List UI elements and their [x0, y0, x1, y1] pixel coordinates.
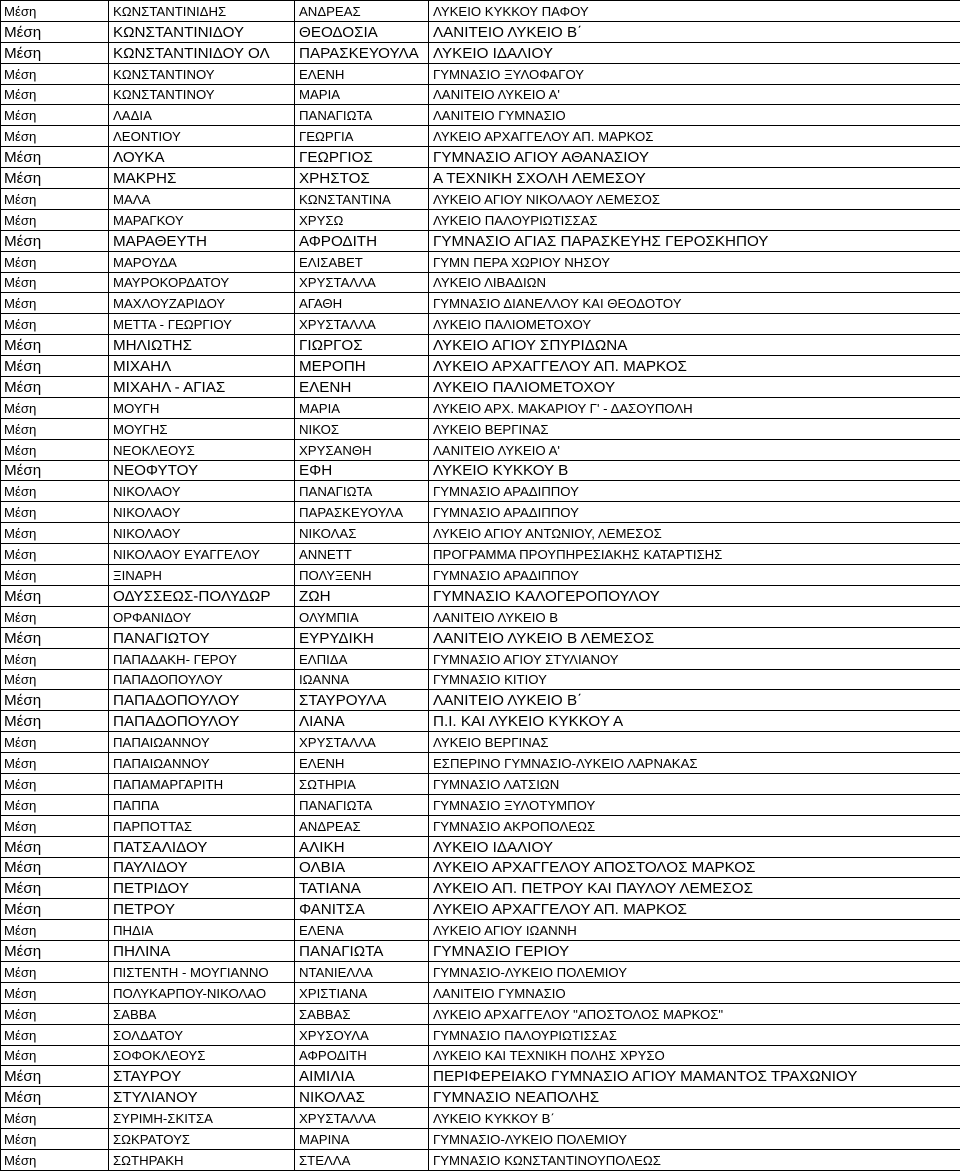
level-cell: Μέση	[1, 1066, 109, 1087]
first-name-cell: ΕΛΕΝΗ	[295, 753, 429, 774]
first-name-cell: ΣΤΕΛΛΑ	[295, 1149, 429, 1170]
school-cell: ΛΥΚΕΙΟ ΑΓΙΟΥ ΣΠΥΡΙΔΩΝΑ	[429, 335, 960, 356]
level-cell: Μέση	[1, 147, 109, 168]
level-cell: Μέση	[1, 209, 109, 230]
surname-cell: ΠΑΠΑΜΑΡΓΑΡΙΤΗ	[109, 773, 295, 794]
school-cell: ΓΥΜΝΑΣΙΟ ΚΑΛΟΓΕΡΟΠΟΥΛΟΥ	[429, 585, 960, 606]
first-name-cell: ΓΕΩΡΓΙΑ	[295, 126, 429, 147]
school-cell: ΛΥΚΕΙΟ ΑΠ. ΠΕΤΡΟΥ ΚΑΙ ΠΑΥΛΟΥ ΛΕΜΕΣΟΣ	[429, 878, 960, 899]
surname-cell: ΣΤΥΛΙΑΝΟΥ	[109, 1087, 295, 1108]
school-cell: ΠΡΟΓΡΑΜΜΑ ΠΡΟΥΠΗΡΕΣΙΑΚΗΣ ΚΑΤΑΡΤΙΣΗΣ	[429, 544, 960, 565]
level-cell: Μέση	[1, 982, 109, 1003]
table-row	[1, 711, 960, 732]
level-cell: Μέση	[1, 1108, 109, 1129]
table-row	[1, 961, 960, 982]
level-cell: Μέση	[1, 753, 109, 774]
level-cell: Μέση	[1, 105, 109, 126]
first-name-cell: ΝΤΑΝΙΕΛΛΑ	[295, 961, 429, 982]
table-row	[1, 168, 960, 189]
level-cell: Μέση	[1, 1149, 109, 1170]
level-cell: Μέση	[1, 230, 109, 251]
table-row	[1, 397, 960, 418]
table-row	[1, 293, 960, 314]
table-row	[1, 21, 960, 42]
table-row	[1, 502, 960, 523]
first-name-cell: ΧΡΥΣΤΑΛΛΑ	[295, 272, 429, 293]
school-cell: ΛΥΚΕΙΟ ΚΥΚΚΟΥ Β΄	[429, 1108, 960, 1129]
level-cell: Μέση	[1, 961, 109, 982]
level-cell: Μέση	[1, 1087, 109, 1108]
school-cell: ΓΥΜΝΑΣΙΟ ΑΓΙΟΥ ΑΘΑΝΑΣΙΟΥ	[429, 147, 960, 168]
table-row	[1, 773, 960, 794]
table-row	[1, 126, 960, 147]
first-name-cell: ΕΛΕΝΗ	[295, 377, 429, 398]
surname-cell: ΠΗΔΙΑ	[109, 920, 295, 941]
school-cell: ΛΑΝΙΤΕΙΟ ΛΥΚΕΙΟ Α'	[429, 84, 960, 105]
table-row	[1, 1003, 960, 1024]
level-cell: Μέση	[1, 794, 109, 815]
school-cell: ΛΥΚΕΙΟ ΑΓΙΟΥ ΝΙΚΟΛΑΟΥ ΛΕΜΕΣΟΣ	[429, 189, 960, 210]
level-cell: Μέση	[1, 84, 109, 105]
surname-cell: ΜΑΧΛΟΥΖΑΡΙΔΟΥ	[109, 293, 295, 314]
school-cell: ΛΥΚΕΙΟ ΙΔΑΛΙΟΥ	[429, 836, 960, 857]
school-cell: ΓΥΜΝΑΣΙΟ ΑΡΑΔΙΠΠΟΥ	[429, 481, 960, 502]
first-name-cell: ΙΩΑΝΝΑ	[295, 669, 429, 690]
table-row	[1, 377, 960, 398]
level-cell: Μέση	[1, 878, 109, 899]
school-cell: ΛΥΚΕΙΟ ΚΥΚΚΟΥ ΠΑΦΟΥ	[429, 1, 960, 22]
school-cell: ΛΥΚΕΙΟ ΚΑΙ ΤΕΧΝΙΚΗ ΠΟΛΗΣ ΧΡΥΣΟ	[429, 1045, 960, 1066]
school-cell: ΛΥΚΕΙΟ ΑΓΙΟΥ ΙΩΑΝΝΗ	[429, 920, 960, 941]
level-cell: Μέση	[1, 377, 109, 398]
level-cell: Μέση	[1, 335, 109, 356]
surname-cell: ΠΙΣΤΕΝΤΗ - ΜΟΥΓΙΑΝΝΟ	[109, 961, 295, 982]
first-name-cell: ΧΡΥΣΑΝΘΗ	[295, 439, 429, 460]
surname-cell: ΠΗΛΙΝΑ	[109, 941, 295, 962]
table-row	[1, 460, 960, 481]
level-cell: Μέση	[1, 1003, 109, 1024]
school-cell: ΓΥΜΝΑΣΙΟ ΑΚΡΟΠΟΛΕΩΣ	[429, 815, 960, 836]
first-name-cell: ΠΑΝΑΓΙΩΤΑ	[295, 794, 429, 815]
table-row	[1, 878, 960, 899]
school-cell: ΛΑΝΙΤΕΙΟ ΛΥΚΕΙΟ Β	[429, 606, 960, 627]
level-cell: Μέση	[1, 63, 109, 84]
surname-cell: ΠΑΤΣΑΛΙΔΟΥ	[109, 836, 295, 857]
school-cell: ΛΥΚΕΙΟ ΑΡΧΑΓΓΕΛΟΥ ΑΠ. ΜΑΡΚΟΣ	[429, 899, 960, 920]
level-cell: Μέση	[1, 669, 109, 690]
first-name-cell: ΕΦΗ	[295, 460, 429, 481]
surname-cell: ΠΑΠΠΑ	[109, 794, 295, 815]
first-name-cell: ΧΡΥΣΤΑΛΛΑ	[295, 732, 429, 753]
surname-cell: ΣΑΒΒΑ	[109, 1003, 295, 1024]
level-cell: Μέση	[1, 293, 109, 314]
surname-cell: ΛΕΟΝΤΙΟΥ	[109, 126, 295, 147]
school-cell: ΓΥΜΝΑΣΙΟ-ΛΥΚΕΙΟ ΠΟΛΕΜΙΟΥ	[429, 961, 960, 982]
level-cell: Μέση	[1, 857, 109, 878]
first-name-cell: ΑΝΔΡΕΑΣ	[295, 1, 429, 22]
table-row	[1, 544, 960, 565]
table-row	[1, 481, 960, 502]
surname-cell: ΚΩΝΣΤΑΝΤΙΝΙΔΗΣ	[109, 1, 295, 22]
school-cell: ΓΥΜΝ ΠΕΡΑ ΧΩΡΙΟΥ ΝΗΣΟΥ	[429, 251, 960, 272]
table-row	[1, 523, 960, 544]
first-name-cell: ΘΕΟΔΟΣΙΑ	[295, 21, 429, 42]
school-cell: ΛΥΚΕΙΟ ΒΕΡΓΙΝΑΣ	[429, 418, 960, 439]
surname-cell: ΠΑΠΑΔΟΠΟΥΛΟΥ	[109, 690, 295, 711]
surname-cell: ΚΩΝΣΤΑΝΤΙΝΟΥ	[109, 84, 295, 105]
first-name-cell: ΠΑΝΑΓΙΩΤΑ	[295, 105, 429, 126]
school-cell: ΛΥΚΕΙΟ ΠΑΛΙΟΜΕΤΟΧΟΥ	[429, 377, 960, 398]
level-cell: Μέση	[1, 523, 109, 544]
table-row	[1, 209, 960, 230]
school-cell: ΓΥΜΝΑΣΙΟ ΑΡΑΔΙΠΠΟΥ	[429, 565, 960, 586]
surname-cell: ΠΑΥΛΙΔΟΥ	[109, 857, 295, 878]
table-row	[1, 314, 960, 335]
school-cell: ΠΕΡΙΦΕΡΕΙΑΚΟ ΓΥΜΝΑΣΙΟ ΑΓΙΟΥ ΜΑΜΑΝΤΟΣ ΤΡΑΧΩΝΙΟΥ	[429, 1066, 960, 1087]
surname-cell: ΚΩΝΣΤΑΝΤΙΝΙΔΟΥ	[109, 21, 295, 42]
first-name-cell: ΠΑΡΑΣΚΕΥΟΥΛΑ	[295, 42, 429, 63]
first-name-cell: ΑΝΔΡΕΑΣ	[295, 815, 429, 836]
surname-cell: ΠΑΝΑΓΙΩΤΟΥ	[109, 627, 295, 648]
table-row	[1, 920, 960, 941]
level-cell: Μέση	[1, 920, 109, 941]
surname-cell: ΝΙΚΟΛΑΟΥ ΕΥΑΓΓΕΛΟΥ	[109, 544, 295, 565]
first-name-cell: ΑΛΙΚΗ	[295, 836, 429, 857]
level-cell: Μέση	[1, 773, 109, 794]
surname-cell: ΠΑΠΑΙΩΑΝΝΟΥ	[109, 732, 295, 753]
surname-cell: ΜΙΧΑΗΛ - ΑΓΙΑΣ	[109, 377, 295, 398]
surname-cell: ΝΕΟΚΛΕΟΥΣ	[109, 439, 295, 460]
level-cell: Μέση	[1, 397, 109, 418]
level-cell: Μέση	[1, 251, 109, 272]
table-row	[1, 272, 960, 293]
school-cell: ΓΥΜΝΑΣΙΟ ΠΑΛΟΥΡΙΩΤΙΣΣΑΣ	[429, 1024, 960, 1045]
surname-cell: ΠΑΠΑΔΑΚΗ- ΓΕΡΟΥ	[109, 648, 295, 669]
school-cell: ΛΥΚΕΙΟ ΑΡΧΑΓΓΕΛΟΥ "ΑΠΟΣΤΟΛΟΣ ΜΑΡΚΟΣ"	[429, 1003, 960, 1024]
first-name-cell: ΓΕΩΡΓΙΟΣ	[295, 147, 429, 168]
level-cell: Μέση	[1, 1129, 109, 1150]
school-cell: ΕΣΠΕΡΙΝΟ ΓΥΜΝΑΣΙΟ-ΛΥΚΕΙΟ ΛΑΡΝΑΚΑΣ	[429, 753, 960, 774]
table-row	[1, 1, 960, 22]
first-name-cell: ΝΙΚΟΛΑΣ	[295, 1087, 429, 1108]
surname-cell: ΣΩΚΡΑΤΟΥΣ	[109, 1129, 295, 1150]
first-name-cell: ΖΩΗ	[295, 585, 429, 606]
surname-cell: ΟΡΦΑΝΙΔΟΥ	[109, 606, 295, 627]
surname-cell: ΝΕΟΦΥΤΟΥ	[109, 460, 295, 481]
surname-cell: ΜΑΡΑΓΚΟΥ	[109, 209, 295, 230]
surname-cell: ΚΩΝΣΤΑΝΤΙΝΟΥ	[109, 63, 295, 84]
table-row	[1, 147, 960, 168]
first-name-cell: ΚΩΝΣΤΑΝΤΙΝΑ	[295, 189, 429, 210]
first-name-cell: ΠΑΝΑΓΙΩΤΑ	[295, 481, 429, 502]
first-name-cell: ΛΙΑΝΑ	[295, 711, 429, 732]
school-cell: ΛΥΚΕΙΟ ΑΡΧΑΓΓΕΛΟΥ ΑΠΟΣΤΟΛΟΣ ΜΑΡΚΟΣ	[429, 857, 960, 878]
first-name-cell: ΠΑΡΑΣΚΕΥΟΥΛΑ	[295, 502, 429, 523]
level-cell: Μέση	[1, 1045, 109, 1066]
first-name-cell: ΣΑΒΒΑΣ	[295, 1003, 429, 1024]
school-cell: ΓΥΜΝΑΣΙΟ ΞΥΛΟΦΑΓΟΥ	[429, 63, 960, 84]
surname-cell: ΣΩΤΗΡΑΚΗ	[109, 1149, 295, 1170]
table-row	[1, 669, 960, 690]
level-cell: Μέση	[1, 314, 109, 335]
surname-cell: ΝΙΚΟΛΑΟΥ	[109, 502, 295, 523]
level-cell: Μέση	[1, 21, 109, 42]
school-cell: ΓΥΜΝΑΣΙΟ ΚΩΝΣΤΑΝΤΙΝΟΥΠΟΛΕΩΣ	[429, 1149, 960, 1170]
surname-cell: ΜΟΥΓΗΣ	[109, 418, 295, 439]
surname-cell: ΠΕΤΡΙΔΟΥ	[109, 878, 295, 899]
surname-cell: ΜΕΤΤΑ - ΓΕΩΡΓΙΟΥ	[109, 314, 295, 335]
school-cell: Α ΤΕΧΝΙΚΗ ΣΧΟΛΗ ΛΕΜΕΣΟΥ	[429, 168, 960, 189]
surname-cell: ΠΑΠΑΔΟΠΟΥΛΟΥ	[109, 669, 295, 690]
first-name-cell: ΧΡΥΣΤΑΛΛΑ	[295, 1108, 429, 1129]
level-cell: Μέση	[1, 460, 109, 481]
surname-cell: ΠΟΛΥΚΑΡΠΟΥ-ΝΙΚΟΛΑΟ	[109, 982, 295, 1003]
surname-cell: ΣΟΛΔΑΤΟΥ	[109, 1024, 295, 1045]
school-cell: ΛΑΝΙΤΕΙΟ ΛΥΚΕΙΟ Β΄	[429, 21, 960, 42]
level-cell: Μέση	[1, 711, 109, 732]
first-name-cell: ΠΑΝΑΓΙΩΤΑ	[295, 941, 429, 962]
school-cell: ΛΥΚΕΙΟ ΑΓΙΟΥ ΑΝΤΩΝΙΟΥ, ΛΕΜΕΣΟΣ	[429, 523, 960, 544]
level-cell: Μέση	[1, 941, 109, 962]
surname-cell: ΣΤΑΥΡΟΥ	[109, 1066, 295, 1087]
school-cell: ΓΥΜΝΑΣΙΟ ΔΙΑΝΕΛΛΟΥ ΚΑΙ ΘΕΟΔΟΤΟΥ	[429, 293, 960, 314]
table-row	[1, 1129, 960, 1150]
table-row	[1, 1087, 960, 1108]
school-cell: ΛΥΚΕΙΟ ΑΡΧΑΓΓΕΛΟΥ ΑΠ. ΜΑΡΚΟΣ	[429, 356, 960, 377]
surname-cell: ΜΑΛΑ	[109, 189, 295, 210]
level-cell: Μέση	[1, 732, 109, 753]
first-name-cell: ΑΦΡΟΔΙΤΗ	[295, 1045, 429, 1066]
school-cell: ΛΑΝΙΤΕΙΟ ΓΥΜΝΑΣΙΟ	[429, 982, 960, 1003]
first-name-cell: ΓΙΩΡΓΟΣ	[295, 335, 429, 356]
table-row	[1, 836, 960, 857]
table-row	[1, 732, 960, 753]
level-cell: Μέση	[1, 836, 109, 857]
table-row	[1, 63, 960, 84]
surname-cell: ΜΗΛΙΩΤΗΣ	[109, 335, 295, 356]
level-cell: Μέση	[1, 606, 109, 627]
table-row	[1, 627, 960, 648]
level-cell: Μέση	[1, 418, 109, 439]
surname-cell: ΜΙΧΑΗΛ	[109, 356, 295, 377]
level-cell: Μέση	[1, 648, 109, 669]
level-cell: Μέση	[1, 272, 109, 293]
table-row	[1, 606, 960, 627]
table-row	[1, 1108, 960, 1129]
level-cell: Μέση	[1, 1024, 109, 1045]
surname-cell: ΣΟΦΟΚΛΕΟΥΣ	[109, 1045, 295, 1066]
school-cell: ΛΥΚΕΙΟ ΛΙΒΑΔΙΩΝ	[429, 272, 960, 293]
level-cell: Μέση	[1, 189, 109, 210]
level-cell: Μέση	[1, 1, 109, 22]
level-cell: Μέση	[1, 42, 109, 63]
table-row	[1, 857, 960, 878]
level-cell: Μέση	[1, 481, 109, 502]
first-name-cell: ΟΛΒΙΑ	[295, 857, 429, 878]
school-cell: ΛΑΝΙΤΕΙΟ ΓΥΜΝΑΣΙΟ	[429, 105, 960, 126]
first-name-cell: ΕΛΕΝΗ	[295, 63, 429, 84]
level-cell: Μέση	[1, 356, 109, 377]
level-cell: Μέση	[1, 544, 109, 565]
table-row	[1, 1024, 960, 1045]
school-cell: ΓΥΜΝΑΣΙΟ ΝΕΑΠΟΛΗΣ	[429, 1087, 960, 1108]
first-name-cell: ΕΥΡΥΔΙΚΗ	[295, 627, 429, 648]
school-cell: ΓΥΜΝΑΣΙΟ-ΛΥΚΕΙΟ ΠΟΛΕΜΙΟΥ	[429, 1129, 960, 1150]
surname-cell: ΚΩΝΣΤΑΝΤΙΝΙΔΟΥ ΟΛ	[109, 42, 295, 63]
first-name-cell: ΕΛΙΣΑΒΕΤ	[295, 251, 429, 272]
first-name-cell: ΣΤΑΥΡΟΥΛΑ	[295, 690, 429, 711]
surname-cell: ΜΑΡΟΥΔΑ	[109, 251, 295, 272]
table-row	[1, 356, 960, 377]
first-name-cell: ΧΡΙΣΤΙΑΝΑ	[295, 982, 429, 1003]
first-name-cell: ΑΦΡΟΔΙΤΗ	[295, 230, 429, 251]
first-name-cell: ΧΡΥΣΩ	[295, 209, 429, 230]
surname-cell: ΛΑΔΙΑ	[109, 105, 295, 126]
school-cell: ΓΥΜΝΑΣΙΟ ΑΡΑΔΙΠΠΟΥ	[429, 502, 960, 523]
school-cell: ΛΥΚΕΙΟ ΑΡΧΑΓΓΕΛΟΥ ΑΠ. ΜΑΡΚΟΣ	[429, 126, 960, 147]
school-cell: ΛΥΚΕΙΟ ΒΕΡΓΙΝΑΣ	[429, 732, 960, 753]
surname-cell: ΝΙΚΟΛΑΟΥ	[109, 481, 295, 502]
table-row	[1, 690, 960, 711]
first-name-cell: ΠΟΛΥΞΕΝΗ	[295, 565, 429, 586]
table-row	[1, 230, 960, 251]
surname-cell: ΠΕΤΡΟΥ	[109, 899, 295, 920]
surname-cell: ΠΑΡΠΟΤΤΑΣ	[109, 815, 295, 836]
table-row	[1, 753, 960, 774]
school-cell: ΛΑΝΙΤΕΙΟ ΛΥΚΕΙΟ Β΄	[429, 690, 960, 711]
school-cell: ΓΥΜΝΑΣΙΟ ΚΙΤΙΟΥ	[429, 669, 960, 690]
school-cell: ΛΥΚΕΙΟ ΚΥΚΚΟΥ Β	[429, 460, 960, 481]
surname-cell: ΜΑΡΑΘΕΥΤΗ	[109, 230, 295, 251]
first-name-cell: ΕΛΕΝΑ	[295, 920, 429, 941]
school-cell: Π.Ι. ΚΑΙ ΛΥΚΕΙΟ ΚΥΚΚΟΥ Α	[429, 711, 960, 732]
school-cell: ΛΥΚΕΙΟ ΠΑΛΟΥΡΙΩΤΙΣΣΑΣ	[429, 209, 960, 230]
table-row	[1, 84, 960, 105]
table-row	[1, 42, 960, 63]
first-name-cell: ΑΝΝΕΤΤ	[295, 544, 429, 565]
surname-cell: ΠΑΠΑΙΩΑΝΝΟΥ	[109, 753, 295, 774]
level-cell: Μέση	[1, 126, 109, 147]
table-row	[1, 1149, 960, 1170]
school-cell: ΛΥΚΕΙΟ ΠΑΛΙΟΜΕΤΟΧΟΥ	[429, 314, 960, 335]
table-row	[1, 794, 960, 815]
first-name-cell: ΝΙΚΟΛΑΣ	[295, 523, 429, 544]
table-row	[1, 815, 960, 836]
level-cell: Μέση	[1, 585, 109, 606]
table-row	[1, 335, 960, 356]
surname-cell: ΝΙΚΟΛΑΟΥ	[109, 523, 295, 544]
level-cell: Μέση	[1, 168, 109, 189]
level-cell: Μέση	[1, 690, 109, 711]
first-name-cell: ΝΙΚΟΣ	[295, 418, 429, 439]
first-name-cell: ΣΩΤΗΡΙΑ	[295, 773, 429, 794]
level-cell: Μέση	[1, 815, 109, 836]
table-row	[1, 251, 960, 272]
table-row	[1, 418, 960, 439]
level-cell: Μέση	[1, 439, 109, 460]
table-row	[1, 189, 960, 210]
level-cell: Μέση	[1, 502, 109, 523]
school-cell: ΓΥΜΝΑΣΙΟ ΑΓΙΑΣ ΠΑΡΑΣΚΕΥΗΣ ΓΕΡΟΣΚΗΠΟΥ	[429, 230, 960, 251]
school-cell: ΓΥΜΝΑΣΙΟ ΓΕΡΙΟΥ	[429, 941, 960, 962]
surname-cell: ΜΑΥΡΟΚΟΡΔΑΤΟΥ	[109, 272, 295, 293]
first-name-cell: ΜΕΡΟΠΗ	[295, 356, 429, 377]
first-name-cell: ΤΑΤΙΑΝΑ	[295, 878, 429, 899]
level-cell: Μέση	[1, 899, 109, 920]
school-cell: ΛΑΝΙΤΕΙΟ ΛΥΚΕΙΟ Α'	[429, 439, 960, 460]
school-cell: ΓΥΜΝΑΣΙΟ ΑΓΙΟΥ ΣΤΥΛΙΑΝΟΥ	[429, 648, 960, 669]
table-row	[1, 439, 960, 460]
first-name-cell: ΑΙΜΙΛΙΑ	[295, 1066, 429, 1087]
level-cell: Μέση	[1, 627, 109, 648]
table-body	[1, 1, 960, 1171]
surname-cell: ΜΑΚΡΗΣ	[109, 168, 295, 189]
first-name-cell: ΟΛΥΜΠΙΑ	[295, 606, 429, 627]
table-row	[1, 982, 960, 1003]
surname-cell: ΟΔΥΣΣΕΩΣ-ΠΟΛΥΔΩΡ	[109, 585, 295, 606]
first-name-cell: ΦΑΝΙΤΣΑ	[295, 899, 429, 920]
first-name-cell: ΕΛΠΙΔΑ	[295, 648, 429, 669]
level-cell: Μέση	[1, 565, 109, 586]
table-row	[1, 1045, 960, 1066]
surname-cell: ΛΟΥΚΑ	[109, 147, 295, 168]
surname-cell: ΜΟΥΓΗ	[109, 397, 295, 418]
table-row	[1, 565, 960, 586]
school-cell: ΛΑΝΙΤΕΙΟ ΛΥΚΕΙΟ Β ΛΕΜΕΣΟΣ	[429, 627, 960, 648]
first-name-cell: ΧΡΥΣΤΑΛΛΑ	[295, 314, 429, 335]
table-row	[1, 648, 960, 669]
first-name-cell: ΜΑΡΙΝΑ	[295, 1129, 429, 1150]
first-name-cell: ΧΡΥΣΟΥΛΑ	[295, 1024, 429, 1045]
school-cell: ΓΥΜΝΑΣΙΟ ΞΥΛΟΤΥΜΠΟΥ	[429, 794, 960, 815]
surname-cell: ΣΥΡΙΜΗ-ΣΚΙΤΣΑ	[109, 1108, 295, 1129]
first-name-cell: ΜΑΡΙΑ	[295, 84, 429, 105]
first-name-cell: ΜΑΡΙΑ	[295, 397, 429, 418]
first-name-cell: ΑΓΑΘΗ	[295, 293, 429, 314]
school-cell: ΛΥΚΕΙΟ ΑΡΧ. ΜΑΚΑΡΙΟΥ Γ' - ΔΑΣΟΥΠΟΛΗ	[429, 397, 960, 418]
school-cell: ΓΥΜΝΑΣΙΟ ΛΑΤΣΙΩΝ	[429, 773, 960, 794]
table-row	[1, 585, 960, 606]
table-row	[1, 105, 960, 126]
table-row	[1, 899, 960, 920]
table-row	[1, 1066, 960, 1087]
school-cell: ΛΥΚΕΙΟ ΙΔΑΛΙΟΥ	[429, 42, 960, 63]
table-row	[1, 941, 960, 962]
surname-cell: ΠΑΠΑΔΟΠΟΥΛΟΥ	[109, 711, 295, 732]
surname-cell: ΞΙΝΑΡΗ	[109, 565, 295, 586]
first-name-cell: ΧΡΗΣΤΟΣ	[295, 168, 429, 189]
